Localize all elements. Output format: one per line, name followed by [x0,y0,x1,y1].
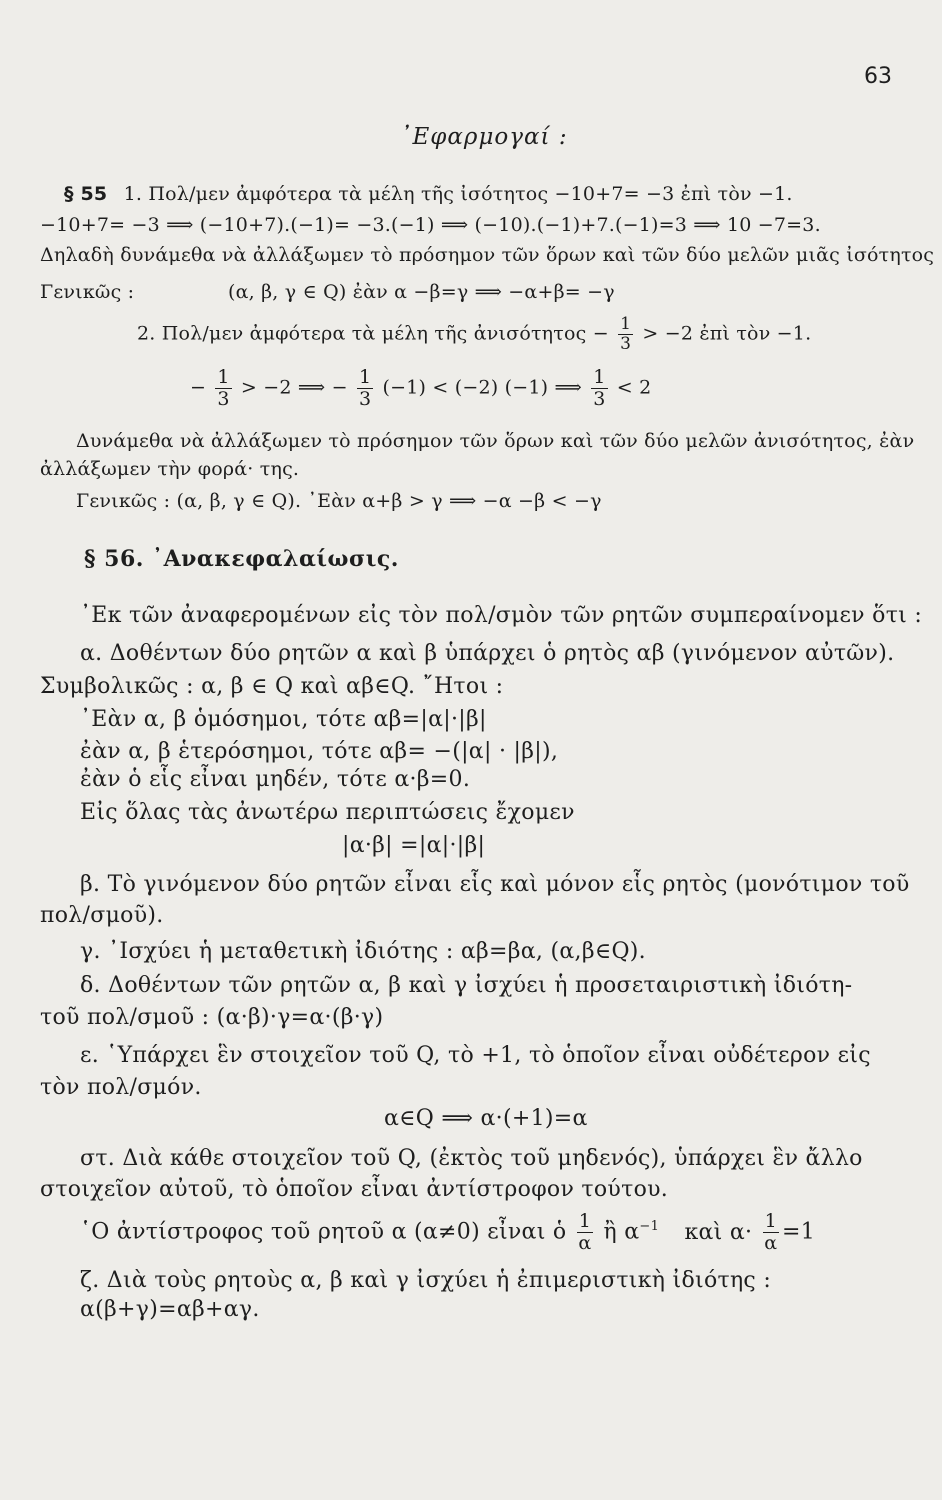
s56-alpha-6: Εἰς ὅλας τὰς ἀνωτέρω περιπτώσεις ἔχομεν [80,800,575,825]
fraction-one-third: $\frac{1}{3}$ [593,366,606,410]
s55-text-6d: < 2 [616,376,652,399]
s56-beta-2: πολ/σμοῦ). [40,903,164,928]
s55-line-8: ἀλλάξωμεν τὴν φορά· της. [40,458,300,480]
s55-line-1 [64,183,793,205]
s56-gamma: γ. ᾿Ισχύει ἡ μεταθετικὴ ἰδιότης : αβ=βα, (α,β∈Q). [80,939,646,964]
s56-st-3 [80,1212,815,1253]
s56-epsilon-2: τὸν πολ/σμόν. [40,1075,202,1100]
s56-epsilon-1: ε. ῾Υπάρχει ἓν στοιχεῖον τοῦ Q, τὸ +1, τὸ ὁποῖον εἶναι οὐδέτερον εἰς [80,1043,871,1068]
s55-line-2: −10+7= −3 ⟹ (−10+7).(−1)= −3.(−1) ⟹ (−10).(−1)+7.(−1)=3 ⟹ 10 −7=3. [40,214,821,236]
fraction-one-third: $\frac{1}{3}$ [620,314,632,354]
s56-alpha-2: Συμβολικῶς : α, β ∈ Q καὶ αβ∈Q. ῎Ητοι : [40,674,504,699]
s56-alpha-1: α. Δοθέντων δύο ρητῶν α καὶ β ὑπάρχει ὁ ρητὸς αβ (γινόμενον αὐτῶν). [80,641,895,666]
s56-beta-1: β. Τὸ γινόμενον δύο ρητῶν εἶναι εἷς καὶ μόνον εἷς ρητὸς (μονότιμον τοῦ [80,872,910,897]
s55-generally-label: Γενικῶς : [40,281,135,303]
s56-zeta-2: α(β+γ)=αβ+αγ. [80,1297,260,1322]
s56-st-3d: =1 [782,1219,816,1245]
s56-st-1: στ. Διὰ κάθε στοιχεῖον τοῦ Q, (ἐκτὸς τοῦ μηδενός), ὑπάρχει ἓν ἄλλο [80,1146,863,1171]
fraction-one-third: $\frac{1}{3}$ [358,366,372,410]
page-number: 63 [864,64,892,89]
s55-line-3: Δηλαδὴ δυνάμεθα νὰ ἀλλάξωμεν τὸ πρόσημον τῶν ὅρων καὶ τῶν δύο μελῶν μιᾶς ἰσότητος [40,244,935,266]
s56-intro: ᾿Εκ τῶν ἀναφερομένων εἰς τὸν πολ/σμὸν τῶν ρητῶν συμπεραίνομεν ὅτι : [80,603,923,628]
inverse-exponent: −1 [639,1219,660,1235]
s55-text-1: 1. Πολ/μεν ἀμφότερα τὰ μέλη τῆς ἰσότητος −10+7= −3 ἐπὶ τὸν −1. [123,183,793,205]
s56-st-2: στοιχεῖον αὐτοῦ, τὸ ὁποῖον εἶναι ἀντίστροφον τούτου. [40,1177,669,1202]
s55-text-5a: 2. Πολ/μεν ἀμφότερα τὰ μέλη τῆς ἀνισότητος − [137,322,609,345]
s55-text-5b: > −2 ἐπὶ τὸν −1. [642,322,812,345]
s56-alpha-7: |α·β| =|α|·|β| [342,833,486,858]
section-56-heading: § 56. ᾿Ανακεφαλαίωσις. [84,546,399,572]
s56-alpha-5: ἐὰν ὁ εἷς εἶναι μηδέν, τότε α·β=0. [80,767,471,792]
s55-line-6 [190,368,651,409]
s56-delta-1: δ. Δοθέντων τῶν ρητῶν α, β καὶ γ ἰσχύει ἡ προσεταιριστικὴ ἰδιότη- [80,973,853,998]
s56-st-3b: ἢ α [603,1219,640,1245]
s55-line-5 [137,316,811,353]
s56-alpha-4: ἐὰν α, β ἑτερόσημοι, τότε αβ= −(|α| · |β|), [80,739,559,764]
fraction-one-over-alpha: $\frac{1}{\alpha}$ [764,1210,778,1254]
s56-zeta-1: ζ. Διὰ τοὺς ρητοὺς α, β καὶ γ ἰσχύει ἡ ἐπιμεριστικὴ ἰδιότης : [80,1268,772,1293]
s55-line-7: Δυνάμεθα νὰ ἀλλάξωμεν τὸ πρόσημον τῶν ὅρων καὶ τῶν δύο μελῶν ἀνισότητος, ἐὰν [76,430,915,452]
s55-line-9: Γενικῶς : (α, β, γ ∈ Q). ᾿Εὰν α+β > γ ⟹ −α −β < −γ [76,490,602,512]
fraction-one-third: $\frac{1}{3}$ [217,366,230,410]
page-title: ᾿Εφαρμογαί : [400,124,568,150]
s55-text-6b: > −2 ⟹ − [240,376,348,399]
s56-alpha-3: ᾿Εὰν α, β ὁμόσημοι, τότε αβ=|α|·|β| [80,707,487,732]
s56-st-3c: καὶ α· [684,1219,753,1245]
s55-text-6a: − [190,376,207,399]
s56-delta-2: τοῦ πολ/σμοῦ : (α·β)·γ=α·(β·γ) [40,1005,384,1030]
s55-generally-formula: (α, β, γ ∈ Q) ἐὰν α −β=γ ⟹ −α+β= −γ [228,281,615,303]
s56-st-3a: ῾Ο ἀντίστροφος τοῦ ρητοῦ α (α≠0) εἶναι ὁ [80,1219,567,1245]
fraction-one-over-alpha: $\frac{1}{\alpha}$ [578,1210,592,1254]
s56-epsilon-3: α∈Q ⟹ α·(+1)=α [384,1106,588,1131]
section-55-number: § 55 [64,183,108,205]
s55-text-6c: (−1) < (−2) (−1) ⟹ [382,376,582,399]
